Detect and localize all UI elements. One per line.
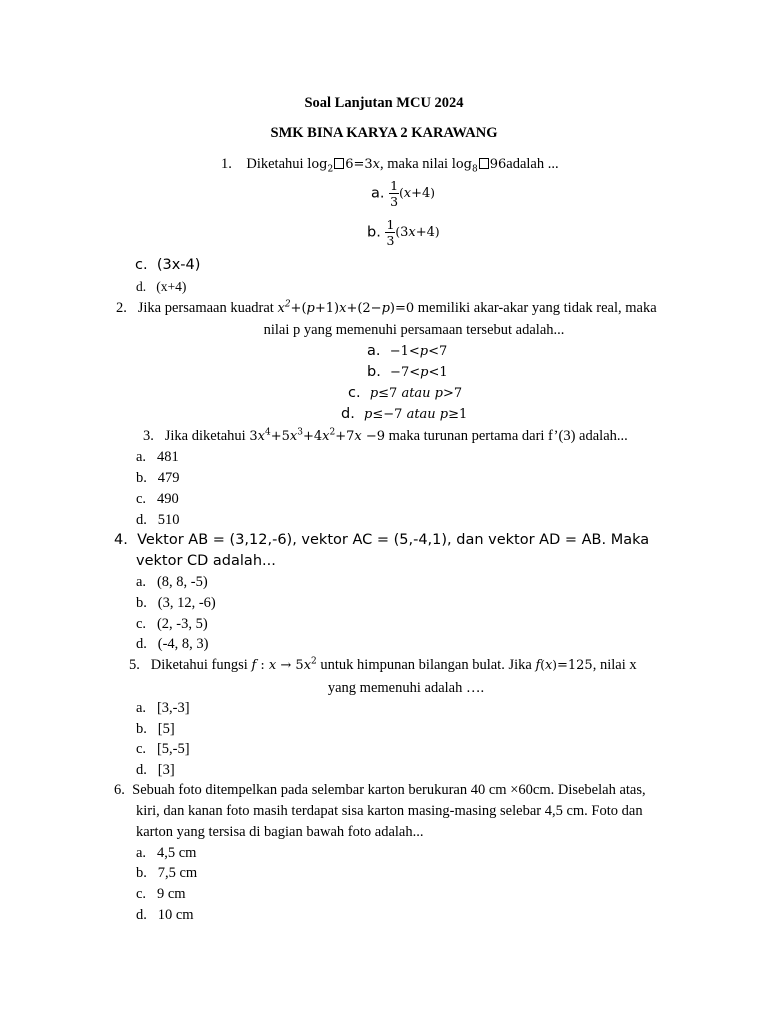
school-name: SMK BINA KARYA 2 KARAWANG [270, 125, 498, 141]
q4-option-a: a. (8, 8, -5) [136, 574, 208, 590]
q5-option-c: c. [5,-5] [136, 741, 190, 757]
q5-line2: yang memenuhi adalah …. [327, 680, 485, 696]
q2-option-d: d. p≤−7 atau p≥1 [341, 406, 468, 422]
q1-option-a: a. $\frac{1}{3}$ (x+4) [371, 178, 435, 209]
document-title: Soal Lanjutan MCU 2024 [304, 95, 464, 111]
fraction: $\frac{1}{3}$ [386, 217, 395, 248]
q2-option-c: c. p≤7 atau p>7 [348, 385, 463, 401]
q4-option-d: d. (-4, 8, 3) [136, 636, 209, 652]
q3-option-a: a. 481 [136, 449, 179, 465]
fraction: $\frac{1}{3}$ [390, 178, 399, 209]
q6-line3: karton yang tersisa di bagian bawah foto adalah... [136, 824, 424, 840]
q1-option-b: b. $\frac{1}{3}$ (3x+4) [367, 217, 440, 248]
q5-option-a: a. [3,-3] [136, 700, 190, 716]
q6-option-a: a. 4,5 cm [136, 845, 197, 861]
question-6: 6. Sebuah foto ditempelkan pada selembar karton berukuran 40 cm ×60cm. Disebelah atas, [114, 782, 646, 798]
q5-option-d: d. [3] [136, 762, 175, 778]
q6-option-d: d. 10 cm [136, 907, 194, 923]
question-number: 1. [221, 156, 232, 172]
question-2: 2. Jika persamaan kuadrat $x^2+(p+1)x+(2-p)=0$ memiliki akar-akar yang tidak real, maka [116, 299, 657, 316]
question-3: 3. Jika diketahui $3x^4+5x^3+4x^2+7x -9$ maka turunan pertama dari f’(3) adalah... [143, 427, 628, 444]
question-4: 4. Vektor AB = (3,12,-6), vektor AC = (5,-4,1), dan vektor AD = AB. Maka [114, 532, 650, 548]
q1-option-d: d. (x+4) [136, 279, 187, 294]
q3-option-d: d. 510 [136, 512, 180, 528]
function-definition: f : $x \to 5x^2$ [251, 656, 317, 673]
q3-option-b: b. 479 [136, 470, 180, 486]
polynomial: $3x^4+5x^3+4x^2+7x -9$ [249, 427, 385, 444]
asked-log: $\log_8 96$ [451, 157, 507, 175]
given-equation: $\log_2 6=3x$ [307, 157, 381, 175]
q4-line2: vektor CD adalah... [136, 553, 276, 569]
q2-option-b: b. −7<p<1 [367, 364, 448, 380]
q2-option-a: a. −1<p<7 [367, 343, 448, 359]
q5-option-b: b. [5] [136, 721, 175, 737]
question-5: 5. Diketahui fungsi f : $x \to 5x^2$ untuk himpunan bilangan bulat. Jika f(x)=125, nilai x [129, 656, 637, 673]
q1-option-c: c. (3x-4) [135, 257, 201, 273]
q3-option-c: c. 490 [136, 491, 179, 507]
function-condition: f(x)=125 [535, 658, 593, 673]
q6-option-b: b. 7,5 cm [136, 865, 198, 881]
placeholder-box-icon [334, 158, 344, 169]
quadratic-equation: $x^2+(p+1)x+(2-p)=0$ [277, 299, 415, 316]
q4-option-b: b. (3, 12, -6) [136, 595, 216, 611]
q6-option-c: c. 9 cm [136, 886, 186, 902]
q4-option-c: c. (2, -3, 5) [136, 616, 208, 632]
q2-line2: nilai p yang memenuhi persamaan tersebut adalah... [263, 322, 565, 338]
q6-line2: kiri, dan kanan foto masih terdapat sisa karton masing-masing selebar 4,5 cm. Foto dan [136, 803, 643, 819]
placeholder-box-icon [479, 158, 489, 169]
question-1: 1. Diketahui $\log_2 6=3x$, maka nilai $\log_8$ 96adalah ... [221, 156, 559, 175]
